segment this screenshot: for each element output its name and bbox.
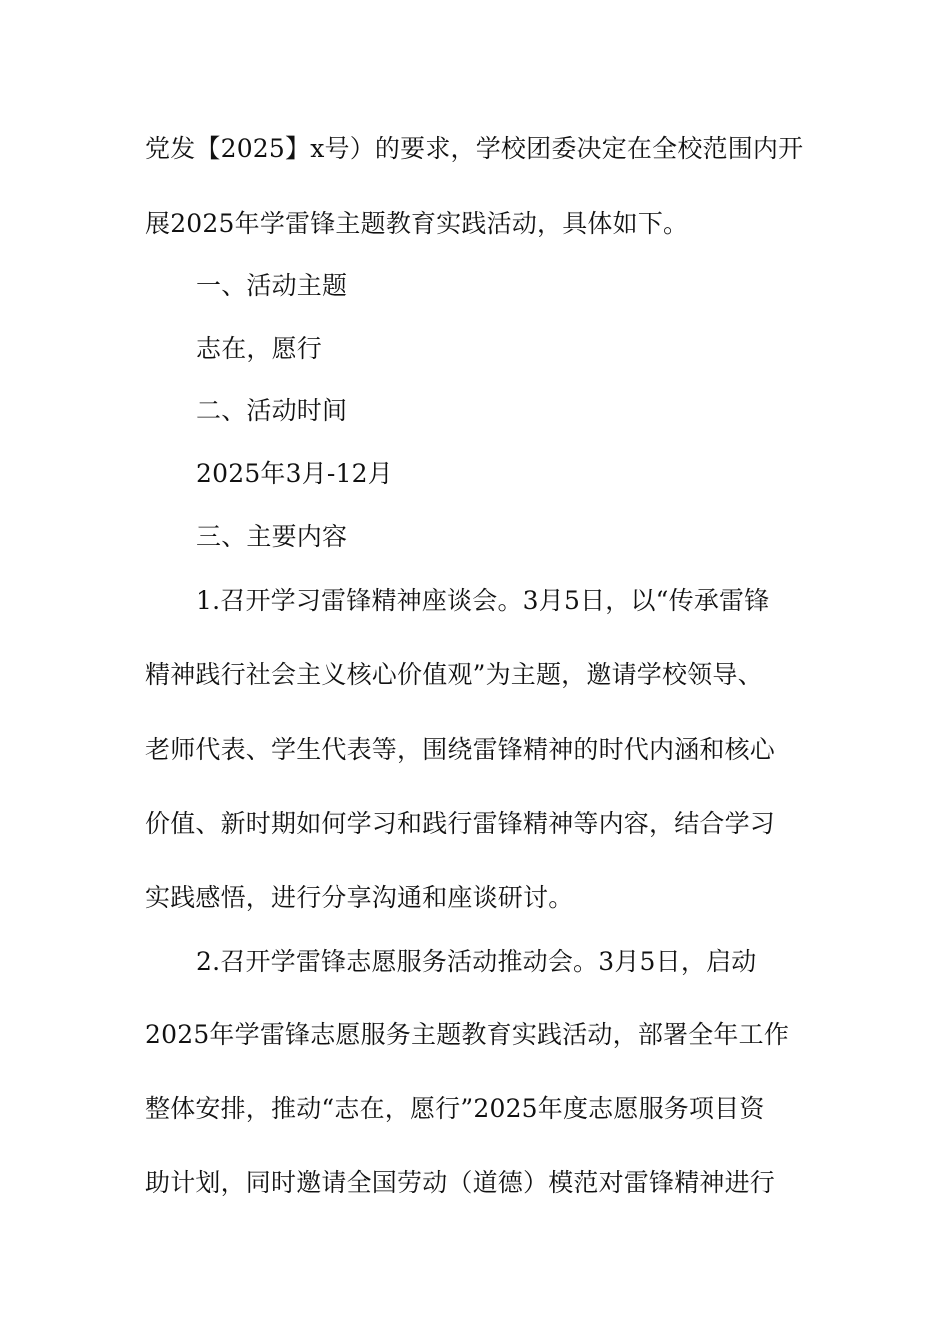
paragraph-line: 助计划，同时邀请全国劳动（道德）模范对雷锋精神进行: [145, 1168, 776, 1197]
paragraph-line: 1.召开学习雷锋精神座谈会。3月5日，以“传承雷锋: [196, 586, 770, 615]
section-heading: 二、活动时间: [196, 396, 348, 425]
theme-text: 志在，愿行: [196, 334, 323, 363]
paragraph-line: 2025年学雷锋志愿服务主题教育实践活动，部署全年工作: [145, 1020, 790, 1049]
time-text: 2025年3月-12月: [196, 459, 393, 488]
paragraph-line: 价值、新时期如何学习和践行雷锋精神等内容，结合学习: [145, 809, 776, 838]
section-heading: 一、活动主题: [196, 271, 348, 300]
paragraph-line: 2.召开学雷锋志愿服务活动推动会。3月5日，启动: [196, 947, 757, 976]
paragraph-line: 精神践行社会主义核心价值观”为主题，邀请学校领导、: [145, 660, 763, 689]
paragraph-line: 党发【2025】x号）的要求，学校团委决定在全校范围内开: [145, 134, 804, 163]
paragraph-line: 老师代表、学生代表等，围绕雷锋精神的时代内涵和核心: [145, 735, 776, 764]
paragraph-line: 实践感悟，进行分享沟通和座谈研讨。: [145, 883, 574, 912]
paragraph-line: 展2025年学雷锋主题教育实践活动，具体如下。: [145, 209, 689, 238]
paragraph-line: 整体安排，推动“志在，愿行”2025年度志愿服务项目资: [145, 1094, 765, 1123]
section-heading: 三、主要内容: [196, 522, 348, 551]
